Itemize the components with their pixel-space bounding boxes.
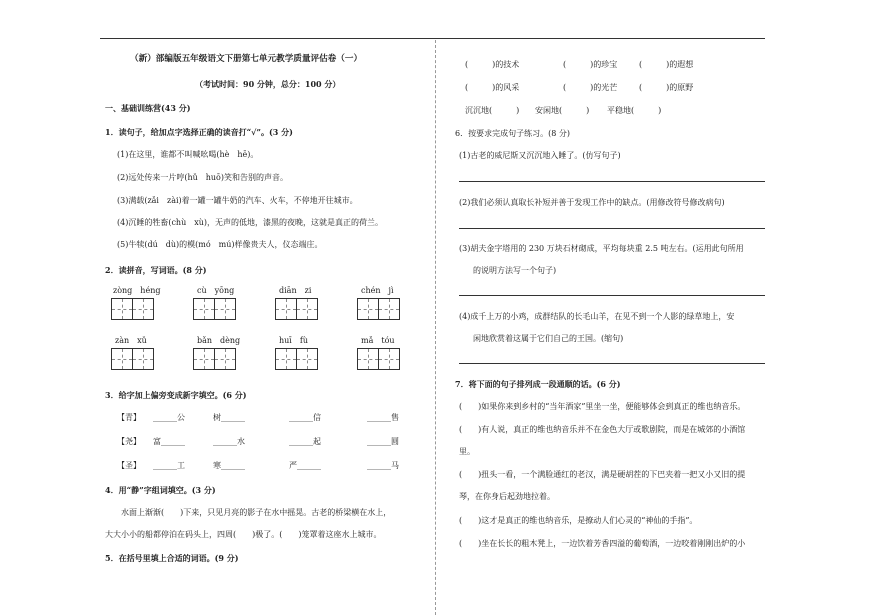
pinyin-label: mǎ tóu [361, 336, 395, 345]
question-6-item: (3)胡夫金字塔用的 230 万块石材砌成，平均每块重 2.5 吨左右。(运用此句所用 [459, 244, 744, 253]
writing-box[interactable] [296, 298, 318, 320]
fill-item[interactable]: 寒______ [213, 461, 245, 470]
fill-item[interactable]: ______售 [367, 413, 399, 422]
fill-item[interactable]: ______马 [367, 461, 399, 470]
pinyin-label: cù yōng [197, 286, 235, 295]
question-7-item: 琴，在你身后起劲地拉着。 [459, 492, 555, 501]
pinyin-label: huī fù [279, 336, 308, 345]
fill-item[interactable]: ______公 [153, 413, 185, 422]
top-rule [100, 38, 765, 39]
question-4-title: 4．用“静”字组词填空。(3 分) [105, 485, 216, 495]
radical-bracket: 【圣】 [117, 461, 141, 470]
radical-bracket: 【尧】 [117, 437, 141, 446]
fill-item[interactable]: ( )的遐想 [639, 60, 694, 69]
question-3-title: 3．给字加上偏旁变成新字填空。(6 分) [105, 390, 247, 400]
writing-box[interactable] [214, 348, 236, 370]
writing-box[interactable] [357, 298, 379, 320]
question-6-item: (1)古老的威尼斯又沉沉地入睡了。(仿写句子) [459, 151, 621, 160]
page-subtitle: （考试时间：90 分钟，总分：100 分） [195, 79, 341, 89]
fill-item[interactable]: ( )的风采 [465, 83, 520, 92]
question-7-item: 里。 [459, 447, 475, 456]
question-7-item[interactable]: ( )扭头一看，一个满脸通红的老汉，满是硬胡茬的下巴夹着一把又小又旧的提 [459, 470, 746, 479]
question-7-item[interactable]: ( )坐在长长的粗木凳上，一边饮着芳香四溢的葡萄酒，一边咬着刚刚出炉的小 [459, 539, 746, 548]
fill-item[interactable]: 沉沉地( ) [465, 106, 520, 115]
answer-line[interactable] [459, 363, 765, 364]
writing-box[interactable] [275, 298, 297, 320]
question-1-item: (4)沉睡的牲畜(chù xù)，无声的低地，漆黑的夜晚，这就是真正的荷兰。 [117, 218, 384, 227]
fill-item[interactable]: ( )的珍宝 [563, 60, 618, 69]
question-1-item: (2)远处传来一片哼(hǔ huō)笑和告别的声音。 [117, 173, 288, 182]
pinyin-label: chén jì [361, 286, 394, 295]
question-4-text: 水面上渐渐( )下来，只见月亮的影子在水中摇晃。古老的桥梁横在水上， [121, 508, 392, 517]
writing-box[interactable] [132, 348, 154, 370]
writing-box[interactable] [193, 298, 215, 320]
fill-item[interactable]: ( )的技术 [465, 60, 520, 69]
question-6-item: (2)我们必须认真取长补短并善于发现工作中的缺点。(用修改符号修改病句) [459, 198, 725, 207]
writing-box[interactable] [193, 348, 215, 370]
question-4-text: 大大小小的船都停泊在码头上，四周( )极了。( )笼罩着这座水上城市。 [105, 530, 382, 539]
column-divider [435, 40, 436, 615]
writing-box[interactable] [111, 298, 133, 320]
fill-item[interactable]: 平稳地( ) [607, 106, 662, 115]
fill-item[interactable]: ______起 [289, 437, 321, 446]
question-1-item: (3)满载(zǎi zài)着一罐一罐牛奶的汽车、火车，不停地开往城市。 [117, 196, 358, 205]
fill-item[interactable]: ( )的光芒 [563, 83, 618, 92]
question-2-title: 2．读拼音，写词语。(8 分) [105, 265, 207, 275]
writing-box[interactable] [275, 348, 297, 370]
fill-item[interactable]: ______水 [213, 437, 245, 446]
question-6-item: 的说明方法写一个句子) [473, 266, 557, 275]
writing-box[interactable] [378, 348, 400, 370]
section-heading: 一、基础训练营(43 分) [105, 103, 191, 113]
pinyin-label: diān zi [279, 286, 312, 295]
question-7-title: 7．将下面的句子排列成一段通顺的话。(6 分) [455, 379, 621, 389]
question-6-title: 6．按要求完成句子练习。(8 分) [455, 129, 570, 138]
question-1-item: (1)在这里，谁都不叫喊吆喝(hè hē)。 [117, 150, 259, 159]
question-1-title: 1．读句子，给加点字选择正确的读音打“√”。(3 分) [105, 127, 293, 137]
writing-box[interactable] [111, 348, 133, 370]
answer-line[interactable] [459, 181, 765, 182]
pinyin-label: zàn xǔ [115, 336, 147, 345]
writing-box[interactable] [357, 348, 379, 370]
fill-item[interactable]: 富______ [153, 437, 185, 446]
radical-bracket: 【青】 [117, 413, 141, 422]
fill-item[interactable]: ______工 [153, 461, 185, 470]
writing-box[interactable] [214, 298, 236, 320]
question-7-item[interactable]: ( )如果你来到乡村的“当年酒家”里坐一坐，便能够体会到真正的维也纳音乐。 [459, 402, 746, 411]
answer-line[interactable] [459, 295, 765, 296]
pinyin-label: bǎn dèng [197, 336, 241, 345]
fill-item[interactable]: ______圆 [367, 437, 399, 446]
writing-box[interactable] [378, 298, 400, 320]
pinyin-label: zòng héng [113, 286, 161, 295]
question-7-item[interactable]: ( )这才是真正的维也纳音乐，是撩动人们心灵的“神仙的手指”。 [459, 516, 698, 525]
fill-item[interactable]: 树______ [213, 413, 245, 422]
writing-box[interactable] [132, 298, 154, 320]
question-6-item: (4)成千上万的小鸡，成群结队的长毛山羊，在见不到一个人影的绿草地上，安 [459, 312, 735, 321]
fill-item[interactable]: ( )的原野 [639, 83, 694, 92]
answer-line[interactable] [459, 228, 765, 229]
fill-item[interactable]: 严______ [289, 461, 321, 470]
question-1-item: (5)牛犊(dú dù)的模(mó mú)样像贵夫人，仪态端庄。 [117, 240, 323, 249]
writing-box[interactable] [296, 348, 318, 370]
question-7-item[interactable]: ( )有人说，真正的维也纳音乐并不在金色大厅或歌剧院，而是在城郊的小酒馆 [459, 425, 746, 434]
question-6-item: 闲地欣赏着这属于它们自己的王国。(缩句) [473, 334, 624, 343]
fill-item[interactable]: 安闲地( ) [535, 106, 590, 115]
fill-item[interactable]: ______信 [289, 413, 321, 422]
page-title: （新）部编版五年级语文下册第七单元教学质量评估卷（一） [130, 54, 363, 64]
question-5-title: 5．在括号里填上合适的词语。(9 分) [105, 553, 239, 563]
